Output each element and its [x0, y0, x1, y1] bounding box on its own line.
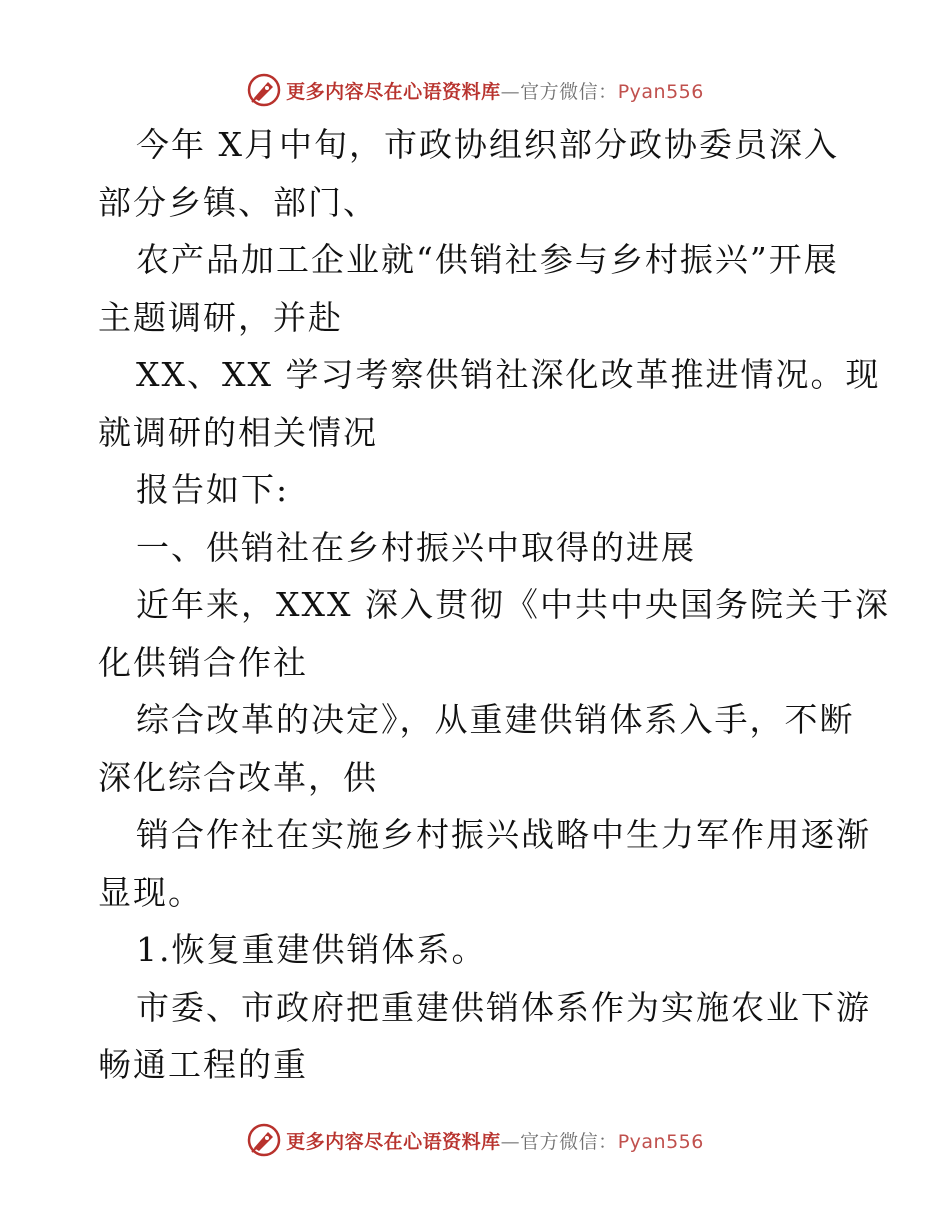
banner-text	[286, 77, 704, 104]
paragraph-line: 主题调研，并赴	[98, 297, 343, 337]
paragraph-line: 综合改革的决定》，从重建供销体系入手，不断	[136, 700, 855, 739]
section-heading: 一、供销社在乡村振兴中取得的进展	[136, 527, 696, 567]
paragraph-line: 销合作社在实施乡村振兴战略中生力军作用逐渐	[136, 815, 871, 854]
banner-dash: —	[500, 80, 521, 103]
banner-dash: —	[500, 1130, 521, 1153]
paragraph-line: 化供销合作社	[98, 642, 308, 682]
paragraph-line: 就调研的相关情况	[98, 412, 378, 452]
paragraph-line: 报告如下:	[136, 470, 290, 509]
banner-wechat-id: Pyan556	[617, 1130, 704, 1153]
banner-wechat-id: Pyan556	[617, 80, 704, 103]
subsection-heading: 1.恢复重建供销体系。	[136, 930, 487, 969]
paragraph-line: 畅通工程的重	[98, 1045, 308, 1084]
paragraph-line: 深化综合改革，供	[98, 757, 378, 797]
banner-text	[286, 1127, 704, 1154]
paragraph-line: 部分乡镇、部门、	[98, 182, 378, 222]
banner-wechat-label: 官方微信：	[520, 80, 618, 103]
paragraph-line: XX、XX 学习考察供销社深化改革推进情况。现	[136, 355, 881, 394]
paragraph-line: 农产品加工企业就“供销社参与乡村振兴”开展	[136, 240, 839, 279]
banner-site-name: 更多内容尽在心语资料库	[286, 80, 501, 103]
banner-wechat-label: 官方微信：	[520, 1130, 618, 1153]
document-body	[98, 116, 890, 1094]
paragraph-line: 市委、市政府把重建供销体系作为实施农业下游	[136, 987, 871, 1027]
paragraph-line: 近年来，XXX 深入贯彻《中共中央国务院关于深	[136, 585, 890, 624]
footer-banner	[0, 1120, 950, 1160]
pen-nib-logo-icon	[246, 1122, 282, 1158]
header-banner	[0, 70, 950, 110]
paragraph-line: 显现。	[98, 872, 203, 912]
pen-nib-logo-icon	[246, 72, 282, 108]
paragraph-line: 今年 X月中旬，市政协组织部分政协委员深入	[136, 125, 839, 164]
banner-site-name: 更多内容尽在心语资料库	[286, 1130, 501, 1153]
